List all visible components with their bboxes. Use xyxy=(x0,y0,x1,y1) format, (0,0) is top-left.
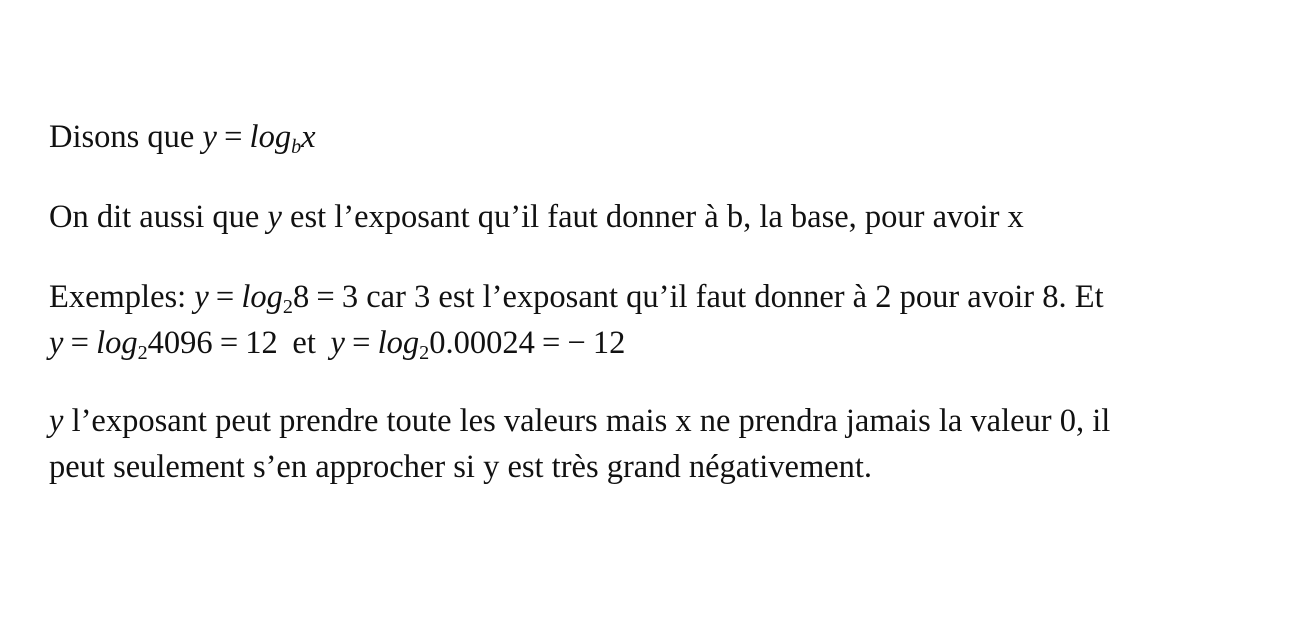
example3-equals-result: = xyxy=(541,325,561,361)
example1-equals: = xyxy=(215,279,235,315)
var-y: y xyxy=(267,199,282,235)
example1-base: 2 xyxy=(282,296,293,319)
var-y: y xyxy=(49,403,64,439)
example3-argument: 0.00024 xyxy=(429,325,535,361)
example2-result: 12 xyxy=(245,325,278,361)
example2-equals-result: = xyxy=(219,325,239,361)
meaning-text-start: On dit aussi que xyxy=(49,199,260,235)
document-body xyxy=(49,114,1269,524)
example2-y: y xyxy=(49,325,64,361)
domain-text-line1: l’exposant peut prendre toute les valeurs mais x ne prendra jamais la valeur 0, il xyxy=(71,403,1111,439)
var-x: x xyxy=(301,119,316,155)
example3-base: 2 xyxy=(419,342,430,365)
example1-log: log xyxy=(241,279,283,315)
example3-log: log xyxy=(377,325,420,361)
examples-connector: et xyxy=(292,325,316,361)
example2-base: 2 xyxy=(137,342,148,365)
paragraph-definition xyxy=(49,114,1269,160)
example2-log: log xyxy=(96,325,138,361)
intro-text: Disons que xyxy=(49,119,195,155)
log-function: log xyxy=(249,119,292,155)
example3-y: y xyxy=(330,325,345,361)
paragraph-examples xyxy=(49,274,1269,366)
example3-minus-sign: − xyxy=(567,325,586,361)
example3-equals: = xyxy=(352,325,371,361)
meaning-text-end: est l’exposant qu’il faut donner à b, la base, pour avoir x xyxy=(290,199,1024,235)
example2-equals: = xyxy=(70,325,89,361)
example1-result: 3 xyxy=(341,279,359,315)
example1-equals-result: = xyxy=(316,279,335,315)
paragraph-meaning xyxy=(49,194,1269,240)
equals-sign: = xyxy=(224,119,243,155)
example2-argument: 4096 xyxy=(147,325,213,361)
examples-label: Exemples: xyxy=(49,279,187,315)
domain-text-line2: peut seulement s’en approcher si y est très grand négativement. xyxy=(49,449,873,485)
var-y: y xyxy=(202,119,217,155)
log-base: b xyxy=(291,136,302,159)
example3-result: 12 xyxy=(592,325,626,361)
example1-argument: 8 xyxy=(293,279,310,315)
example1-explanation: car 3 est l’exposant qu’il faut donner à 2 pour avoir 8. Et xyxy=(366,279,1104,315)
paragraph-domain xyxy=(49,398,1269,490)
example1-y: y xyxy=(194,279,209,315)
